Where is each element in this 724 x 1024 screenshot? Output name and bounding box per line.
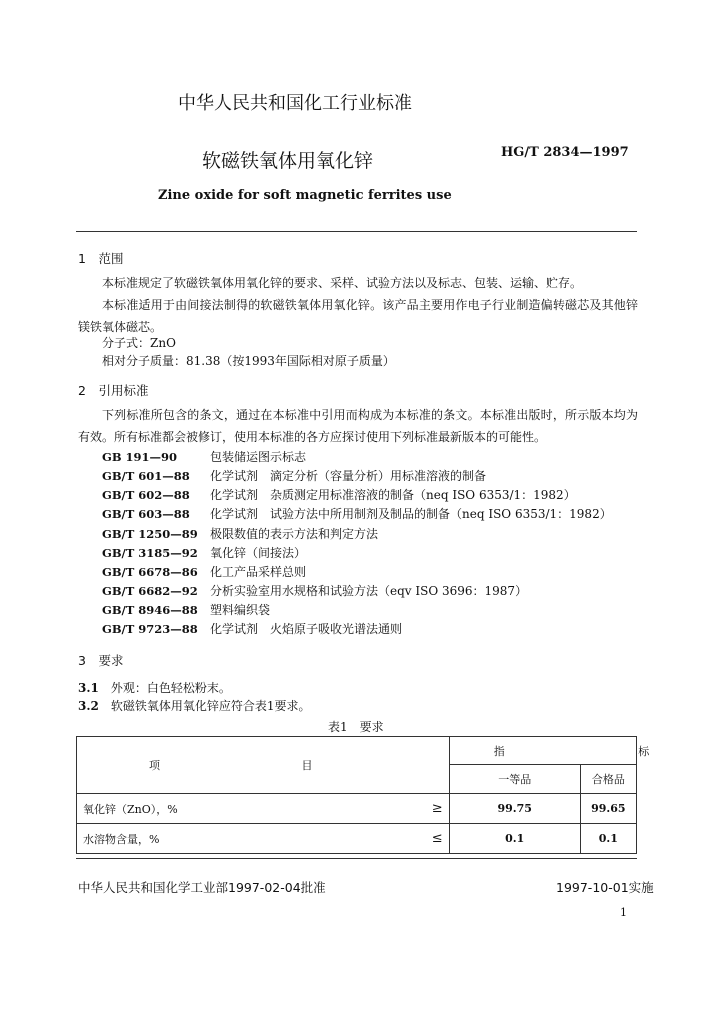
section-1-body	[78, 272, 638, 338]
header-spec-label: 指	[493, 744, 505, 758]
reference-title: 包装储运图示标志	[210, 450, 307, 464]
row-name: 水溶物含量，%	[77, 824, 426, 854]
requirements-table	[76, 736, 650, 854]
clause-number: 3.2	[78, 699, 99, 713]
reference-item	[102, 601, 270, 618]
section-3-heading: 3 要求	[78, 653, 124, 668]
molecular-formula: 分子式：ZnO	[102, 336, 176, 350]
reference-title: 分析实验室用水规格和试验方法（eqv ISO 3696：1987）	[210, 584, 528, 598]
header-divider	[76, 231, 637, 232]
reference-title: 化学试剂 滴定分析（容量分析）用标准溶液的制备	[210, 469, 487, 483]
reference-item	[102, 486, 576, 503]
header-item-cell	[77, 737, 426, 794]
grade-header: 合格品	[580, 765, 636, 794]
reference-item	[102, 582, 527, 599]
clause-text: 外观：白色轻松粉末。	[110, 681, 231, 695]
section-2-intro	[78, 404, 638, 448]
reference-title: 极限数值的表示方法和判定方法	[210, 527, 379, 541]
document-number: HG/T 2834—1997	[501, 145, 629, 160]
reference-code: GB/T 8946—88	[102, 603, 198, 617]
reference-code: GB/T 601—88	[102, 469, 190, 483]
clause-3-2	[78, 697, 311, 714]
clause-text: 软磁铁氧体用氧化锌应符合表1要求。	[110, 699, 311, 713]
section-2-paragraph: 下列标准所包含的条文，通过在本标准中引用而构成为本标准的条文。本标准出版时，所示版本均为有效。所有标准都会被修订，使用本标准的各方应探讨使用下列标准最新版本的可能性。	[78, 408, 638, 444]
header-op-cell	[426, 737, 449, 794]
document-title: 软磁铁氧体用氧化锌	[202, 150, 374, 172]
reference-item	[102, 544, 306, 561]
section-1-heading: 1 范围	[78, 251, 124, 266]
reference-code: GB 191—90	[102, 450, 178, 464]
effective-date: 1997-10-01实施	[556, 880, 654, 895]
reference-item	[102, 467, 486, 484]
reference-title: 化学试剂 火焰原子吸收光谱法通则	[210, 622, 403, 636]
header-item-label: 项	[149, 759, 160, 772]
header-spec-label: 标	[638, 744, 650, 758]
row-value: 0.1	[580, 824, 636, 854]
reference-code: GB/T 3185—92	[102, 546, 198, 560]
reference-item	[102, 505, 612, 522]
row-value: 99.75	[449, 794, 580, 824]
reference-item	[102, 525, 378, 542]
clause-3-1	[78, 679, 231, 696]
reference-code: GB/T 6678—86	[102, 565, 198, 579]
reference-code: GB/T 602—88	[102, 488, 190, 502]
reference-code: GB/T 603—88	[102, 507, 190, 521]
row-operator: ≥	[426, 794, 449, 824]
page-number: 1	[620, 906, 627, 919]
row-value: 99.65	[580, 794, 636, 824]
row-name: 氧化锌（ZnO），%	[77, 794, 426, 824]
molecular-mass: 相对分子质量：81.38（按1993年国际相对原子质量）	[102, 354, 395, 368]
reference-title: 化学试剂 杂质测定用标准溶液的制备（neq ISO 6353/1：1982）	[210, 488, 576, 502]
table-row	[77, 824, 637, 854]
standard-category-title: 中华人民共和国化工行业标准	[178, 93, 412, 114]
reference-item	[102, 448, 306, 465]
reference-code: GB/T 1250—89	[102, 527, 198, 541]
header-target-label: 目	[301, 759, 313, 772]
grade-header: 一等品	[449, 765, 580, 794]
section-2-heading: 2 引用标准	[78, 383, 149, 398]
reference-item	[102, 620, 402, 637]
reference-code: GB/T 9723—88	[102, 622, 198, 636]
footer-divider	[76, 858, 637, 859]
table-header-row	[77, 737, 637, 765]
reference-title: 塑料编织袋	[210, 603, 271, 617]
approval-statement: 中华人民共和国化学工业部1997-02-04批准	[78, 880, 326, 895]
reference-title: 化工产品采样总则	[210, 565, 307, 579]
section-1-paragraph: 本标准适用于由间接法制得的软磁铁氧体用氧化锌。该产品主要用作电子行业制造偏转磁芯及其他锌镁铁氧体磁芯。	[78, 298, 638, 334]
reference-title: 化学试剂 试验方法中所用制剂及制品的制备（neq ISO 6353/1：1982）	[210, 507, 612, 521]
document-english-title: Zine oxide for soft magnetic ferrites use	[158, 188, 452, 203]
reference-code: GB/T 6682—92	[102, 584, 198, 598]
table-row	[77, 794, 637, 824]
reference-title: 氧化锌（间接法）	[210, 546, 307, 560]
section-1-paragraph: 本标准规定了软磁铁氧体用氧化锌的要求、采样、试验方法以及标志、包装、运输、贮存。	[102, 276, 583, 290]
reference-item	[102, 563, 306, 580]
row-operator: ≤	[426, 824, 449, 854]
row-value: 0.1	[449, 824, 580, 854]
table-caption: 表1 要求	[328, 720, 384, 734]
clause-number: 3.1	[78, 681, 99, 695]
header-spec-cell	[449, 737, 650, 765]
